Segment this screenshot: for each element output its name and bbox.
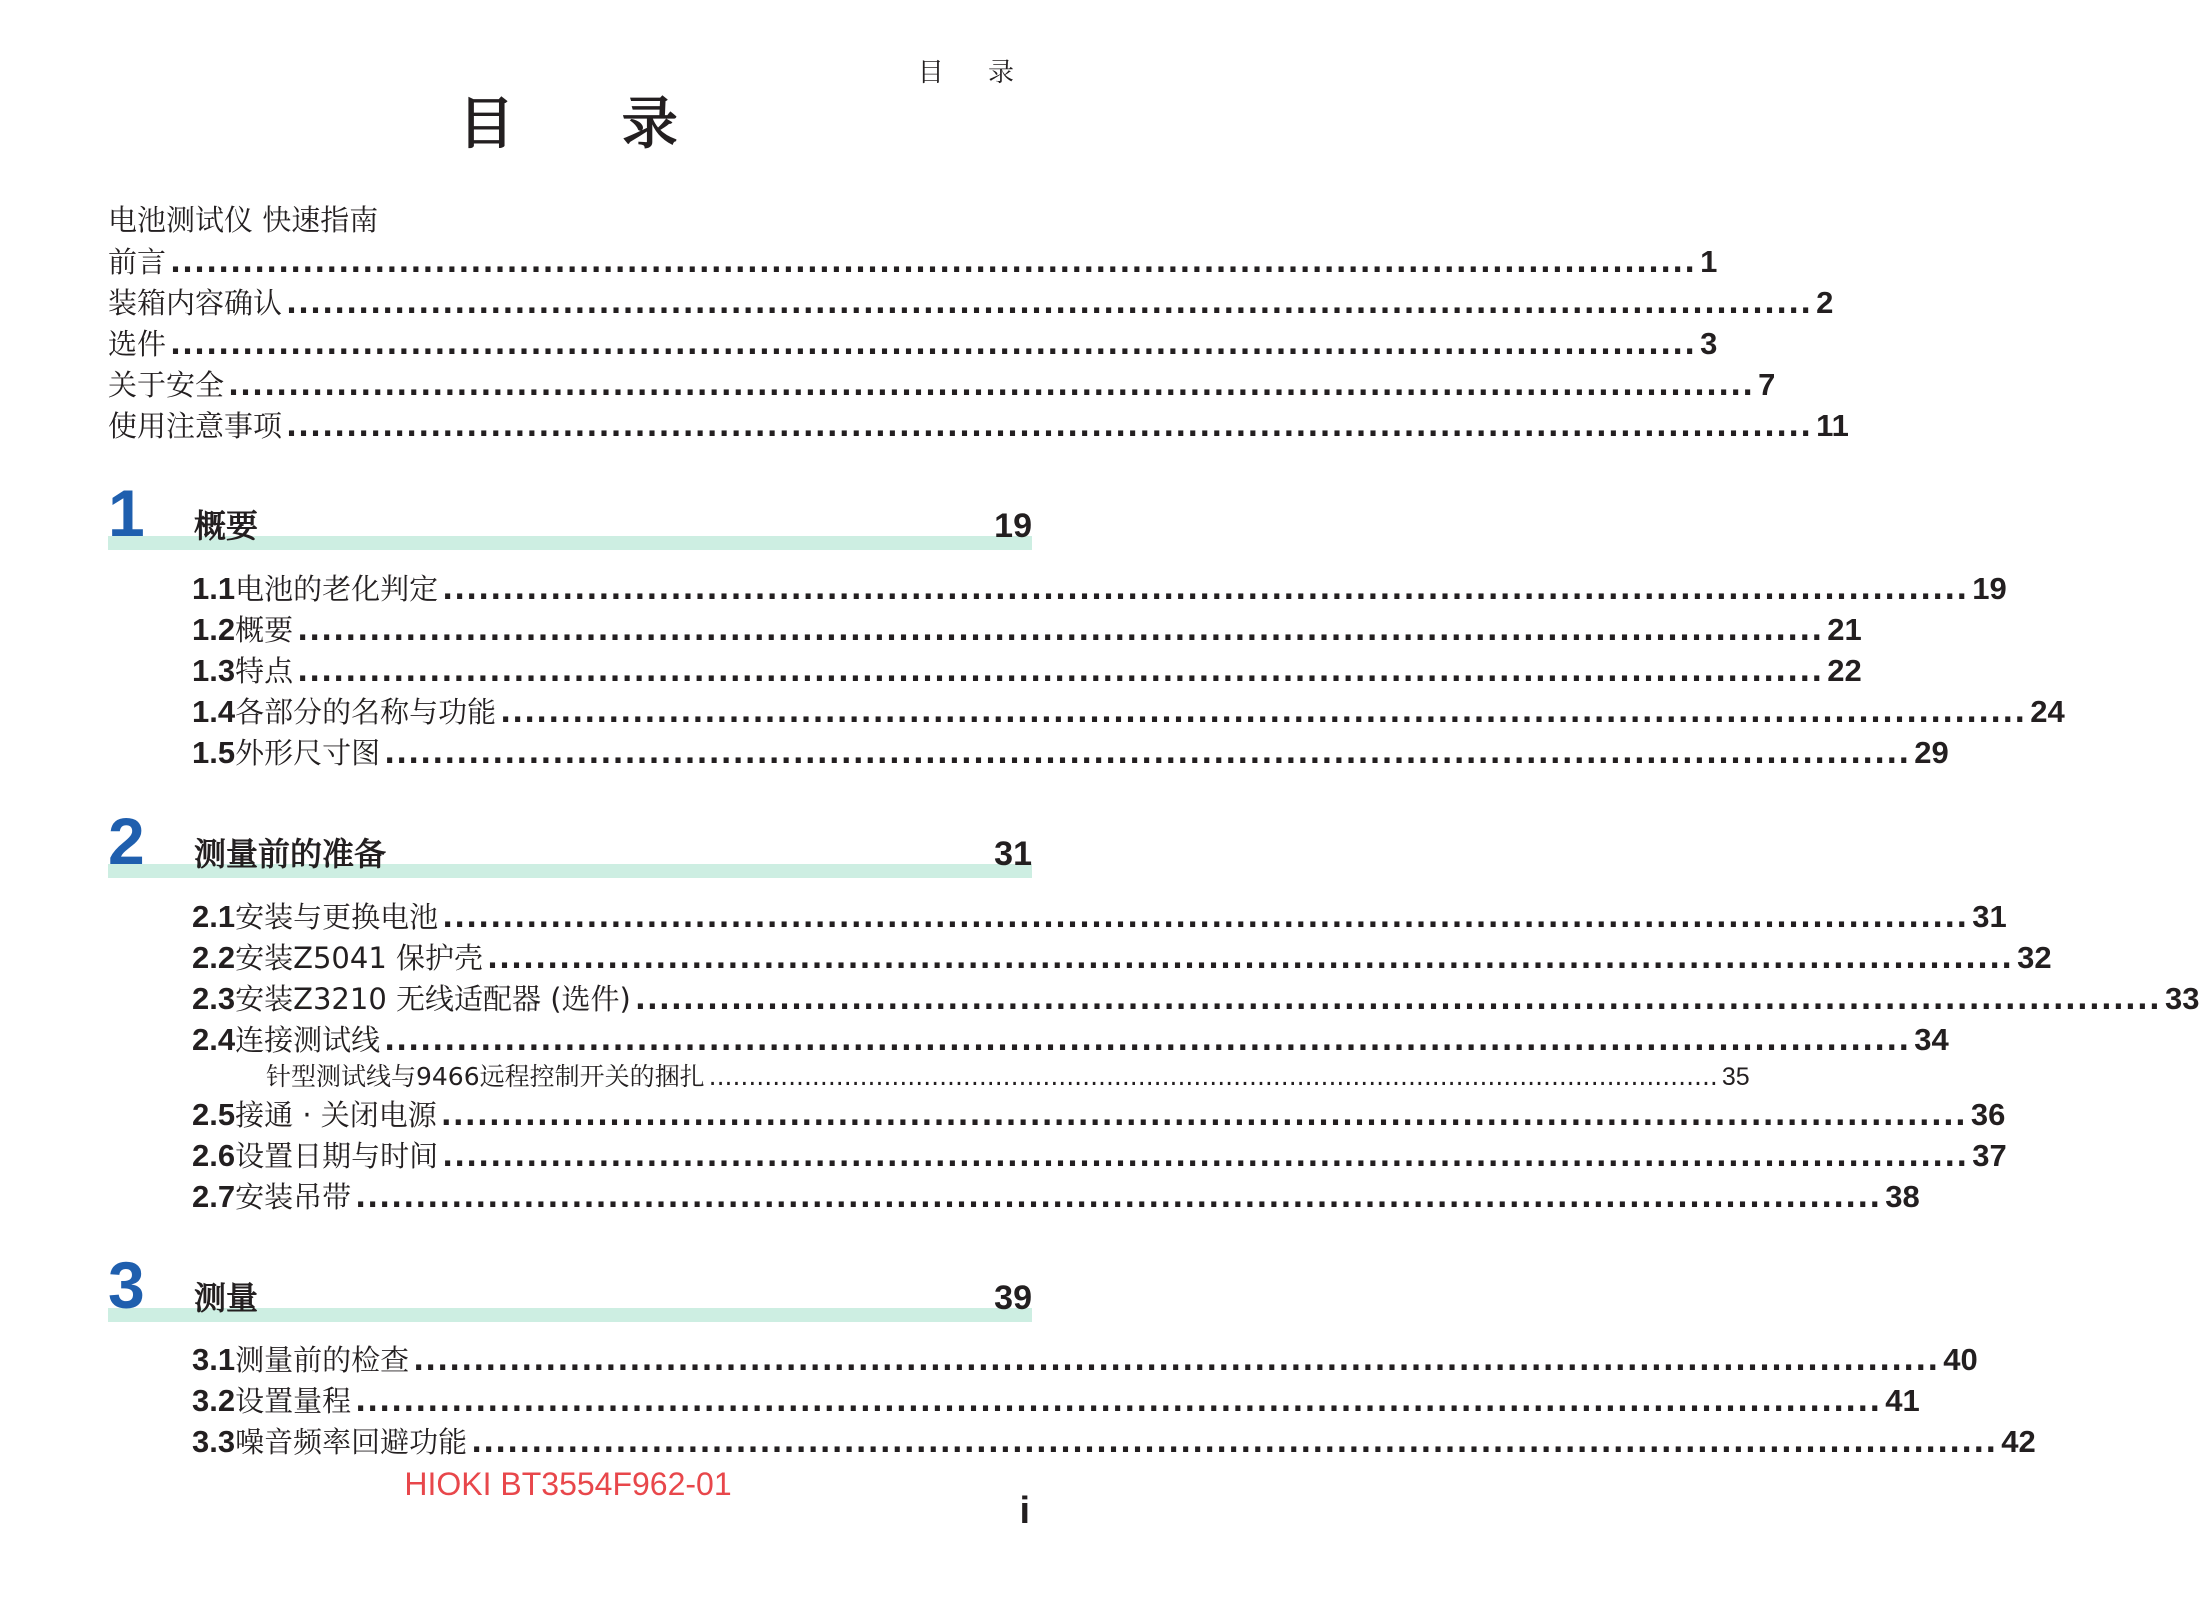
section-page: 40 (1943, 1342, 1978, 1377)
section-page: 37 (1972, 1138, 2007, 1173)
toc-entry-label: 使用注意事项 (108, 409, 283, 443)
section-label: 测量前的检查 (235, 1343, 410, 1377)
section-number: 3.2 (192, 1383, 236, 1418)
section-label: 噪音频率回避功能 (235, 1425, 468, 1459)
toc-section[interactable] (192, 1095, 2006, 1135)
section-number: 2.7 (192, 1179, 236, 1214)
section-label: 外形尺寸图 (235, 736, 381, 770)
leader-dots: ............................................................................................................................... (355, 1384, 1882, 1418)
toc-section[interactable] (192, 692, 2065, 732)
section-label: 连接测试线 (235, 1023, 381, 1057)
leader-dots: ............................................................................................................................... (500, 695, 2027, 729)
toc-section[interactable] (192, 1340, 1978, 1380)
chapter-1-heading[interactable] (108, 476, 1032, 550)
section-page: 36 (1970, 1097, 2006, 1132)
leader-dots: ............................................................................................................................... (634, 982, 2161, 1016)
toc-section[interactable] (192, 1136, 2007, 1176)
toc-entry-label: 前言 (108, 245, 167, 279)
section-page: 24 (2030, 694, 2065, 729)
toc-section[interactable] (192, 1381, 1920, 1421)
leader-dots: ............................................................................................................................... (708, 1062, 1718, 1091)
toc-section[interactable] (192, 1020, 1949, 1060)
section-number: 1.2 (192, 612, 236, 647)
section-page: 38 (1885, 1179, 1920, 1214)
section-number: 2.5 (192, 1097, 236, 1132)
toc-entry-page: 3 (1700, 326, 1718, 361)
leader-dots: ............................................................................................................................... (471, 1425, 1998, 1459)
chapter-title: 测量前的准备 (194, 835, 387, 873)
section-page: 22 (1827, 653, 1862, 688)
leader-dots: ............................................................................................................................... (228, 368, 1755, 402)
leader-dots: ............................................................................................................................... (297, 654, 1824, 688)
chapter-title: 测量 (194, 1279, 259, 1317)
section-number: 2.2 (192, 940, 236, 975)
section-page: 34 (1914, 1022, 1949, 1057)
toc-entry-page: 1 (1700, 244, 1718, 279)
running-header: 目 录 (917, 58, 1032, 88)
toc-section[interactable] (192, 1177, 1920, 1217)
leader-dots: ............................................................................................................................... (286, 286, 1813, 320)
chapter-number: 2 (108, 804, 145, 878)
leader-dots: ............................................................................................................................... (170, 327, 1697, 361)
section-number: 2.1 (192, 899, 236, 934)
section-label: 安装Z5041 保护壳 (235, 941, 483, 975)
chapter-page: 31 (994, 835, 1032, 873)
chapter-3-heading[interactable] (108, 1248, 1032, 1322)
section-number: 1.5 (192, 735, 236, 770)
section-page: 33 (2164, 981, 2199, 1016)
section-number: 1.4 (192, 694, 236, 729)
section-label: 接通 · 关闭电源 (235, 1098, 437, 1132)
subsection-label: 针型测试线与9466远程控制开关的捆扎 (266, 1062, 705, 1091)
section-number: 2.4 (192, 1022, 236, 1057)
leader-dots: ............................................................................................................................... (170, 245, 1697, 279)
quick-guide-heading: 电池测试仪 快速指南 (108, 203, 379, 237)
page-title: 目 录 (458, 92, 722, 157)
toc-section[interactable] (192, 733, 1949, 773)
toc-entry-label: 装箱内容确认 (108, 286, 283, 320)
section-number: 1.3 (192, 653, 236, 688)
chapter-number: 3 (108, 1248, 145, 1322)
toc-entry-page: 11 (1816, 408, 1849, 443)
chapter-page: 39 (994, 1279, 1032, 1317)
chapter-title: 概要 (194, 507, 259, 545)
toc-entry[interactable] (108, 283, 1834, 323)
leader-dots: ............................................................................................................................... (297, 613, 1824, 647)
toc-section[interactable] (192, 610, 1862, 650)
leader-dots: ............................................................................................................................... (442, 900, 1969, 934)
chapter-number: 1 (108, 476, 145, 550)
section-page: 42 (2001, 1424, 2036, 1459)
document-code: HIOKI BT3554F962-01 (404, 1466, 732, 1502)
section-page: 32 (2017, 940, 2052, 975)
section-label: 概要 (235, 613, 294, 647)
section-number: 1.1 (192, 571, 236, 606)
section-number: 2.3 (192, 981, 236, 1016)
toc-entry[interactable] (108, 365, 1776, 405)
leader-dots: ............................................................................................................................... (355, 1180, 1882, 1214)
leader-dots: ............................................................................................................................... (286, 409, 1813, 443)
toc-section[interactable] (192, 651, 1862, 691)
section-label: 设置量程 (235, 1384, 352, 1418)
section-page: 41 (1885, 1383, 1920, 1418)
leader-dots: ............................................................................................................................... (442, 1139, 1969, 1173)
toc-section[interactable] (192, 569, 2007, 609)
toc-section[interactable] (192, 938, 2052, 978)
toc-section[interactable] (192, 1422, 2036, 1462)
chapter-2-heading[interactable] (108, 804, 1032, 878)
toc-section[interactable] (192, 979, 2199, 1019)
section-label: 设置日期与时间 (235, 1139, 439, 1173)
section-number: 3.1 (192, 1342, 236, 1377)
leader-dots: ............................................................................................................................... (440, 1098, 1967, 1132)
toc-entry-label: 选件 (108, 327, 167, 361)
section-label: 电池的老化判定 (235, 572, 439, 606)
toc-section[interactable] (192, 897, 2007, 937)
toc-entry-page: 2 (1816, 285, 1834, 320)
toc-entry-page: 7 (1758, 367, 1776, 402)
section-label: 安装与更换电池 (235, 900, 439, 934)
chapter-page: 19 (994, 507, 1032, 545)
section-label: 安装Z3210 无线适配器 (选件) (235, 982, 631, 1016)
section-number: 2.6 (192, 1138, 236, 1173)
leader-dots: ............................................................................................................................... (442, 572, 1969, 606)
section-number: 3.3 (192, 1424, 236, 1459)
leader-dots: ............................................................................................................................... (413, 1343, 1940, 1377)
toc-subsection[interactable] (266, 1059, 1750, 1095)
section-label: 各部分的名称与功能 (235, 695, 497, 729)
section-label: 安装吊带 (235, 1180, 352, 1214)
section-page: 29 (1914, 735, 1949, 770)
leader-dots: ............................................................................................................................... (384, 736, 1911, 770)
page-number: i (1019, 1490, 1030, 1532)
section-label: 特点 (235, 654, 294, 688)
section-page: 31 (1972, 899, 2007, 934)
toc-entry[interactable] (108, 324, 1718, 364)
toc-entry[interactable] (108, 406, 1849, 446)
leader-dots: ............................................................................................................................... (487, 941, 2014, 975)
leader-dots: ............................................................................................................................... (384, 1023, 1911, 1057)
subsection-page: 35 (1721, 1063, 1750, 1091)
section-page: 21 (1827, 612, 1862, 647)
section-page: 19 (1972, 571, 2007, 606)
toc-entry-label: 关于安全 (108, 368, 225, 402)
toc-entry[interactable] (108, 242, 1718, 282)
